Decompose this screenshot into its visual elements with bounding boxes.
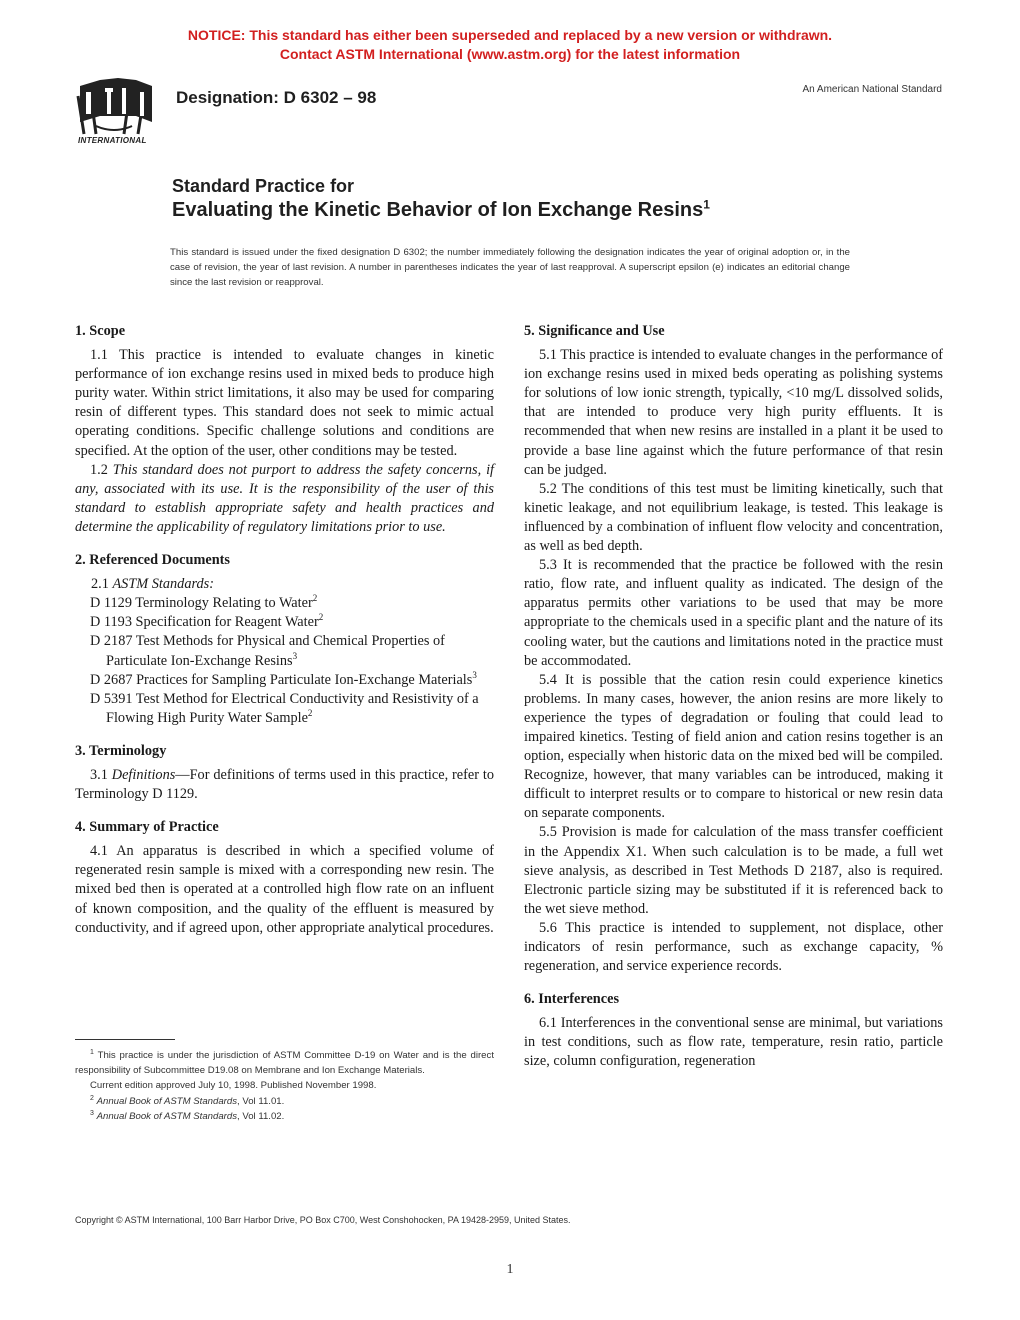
footnote-mark: 1 [90,1048,94,1056]
footnote-divider [75,1039,175,1040]
ref-text: D 2187 Test Methods for Physical and Chemical Properties of Particulate Ion-Exchange Resins [90,633,445,669]
copyright: Copyright © ASTM International, 100 Barr Harbor Drive, PO Box C700, West Conshohocken, PA 19428-2959, United States. [75,1215,571,1225]
paragraph-number: 1.2 [90,461,108,478]
section-heading: 2. Referenced Documents [75,552,230,569]
ref-d1129 [75,594,494,613]
section-scope [75,322,494,537]
title-line-1: Standard Practice for [172,176,355,196]
ref-text: D 5391 Test Method for Electrical Conductivity and Resistivity of a Flowing High Purity Water Sample [90,690,479,726]
title-main: Evaluating the Kinetic Behavior of Ion Exchange Resins [172,199,704,221]
astm-standards-text: ASTM Standards: [112,576,214,593]
paragraph-1-1: 1.1 This practice is intended to evaluate changes in kinetic performance of ion exchange resins used in mixed beds to produce high purity water. Within strict limitations, it also may be used for comparing resin of different types. This standard does not seek to mimic actual operating conditions. Specific challenge solutions and conditions are specified. At the option of the user, other conditions may be tested. [75,347,494,459]
footnote-3 [75,1109,494,1124]
footnote-1 [75,1048,494,1078]
paragraph-4-1: 4.1 An apparatus is described in which a specified volume of regenerated resin sample is mixed with a corresponding new resin. The mixed bed then is operated at a controlled high flow rate on an influent of known composition, and the quality of the effluent is measured by conductivity, and if agreed upon, other appropriate analytical procedures. [75,843,494,936]
section-heading: 6. Interferences [524,991,620,1008]
ref-text: D 1193 Specification for Reagent Water [90,614,319,631]
footnote-text: This practice is under the jurisdiction of ASTM Committee D-19 on Water and is the direct responsibility of Subcommittee D19.08 on Membrane and Ion Exchange Materials. [75,1050,494,1077]
section-heading: 4. Summary of Practice [75,819,219,836]
title-footnote-mark: 1 [703,197,710,212]
paragraph-number: 2.1 [91,576,109,593]
paragraph-5-5: 5.5 Provision is made for calculation of the mass transfer coefficient in the Appendix X1. When such calculation is to be made, a full wet sieve analysis, as described in Test Methods D 2187, also is required. Electronic particle sizing may be substituted if it is referenced back to the wet sieve method. [524,824,943,917]
title-line-2 [172,197,710,223]
left-column [75,322,494,952]
section-heading: 5. Significance and Use [524,323,665,339]
footnotes [75,1048,494,1124]
designation: Designation: D 6302 – 98 [176,88,377,107]
paragraph-number: 3.1 [90,766,108,783]
ref-d2687 [75,671,494,690]
section-heading: 3. Terminology [75,742,167,759]
paragraph-3-1 [75,766,494,804]
term-definitions: Definitions [111,766,176,783]
ref-sup: 2 [318,612,324,623]
safety-caveat: This standard does not purport to address the safety concerns, if any, associated with its use. It is the responsibility of the user of this standard to establish appropriate safety and health practices and determine the applicability of regulatory limitations prior to use. [75,461,495,535]
ref-text: D 1129 Terminology Relating to Water [90,595,313,612]
footnote-1-approval: Current edition approved July 10, 1998. Published November 1998. [90,1080,377,1092]
footnote-book-title: Annual Book of ASTM Standards [96,1095,238,1107]
section-interferences [524,990,943,1071]
footnote-mark: 2 [90,1094,94,1102]
ref-d2187 [75,632,494,670]
paragraph-5-1: 5.1 This practice is intended to evaluate changes in the performance of ion exchange resins used in mixed beds operating as polishing systems for solutions of low ionic strength, typically, <10 mg/L dissolved solids, that are intended to produce very high purity effluents. It is recommended that when new resins are installed in a plant it be used to provide a base line against which the future performance of that resin can be judged. [524,347,943,478]
ref-d1193 [75,613,494,632]
document-title [172,175,710,223]
paragraph-5-6: 5.6 This practice is intended to supplement, not displace, other indicators of resin performance, such as exchange capacity, % regeneration, and service experience records. [524,919,943,975]
footnote-volume: , Vol 11.02. [237,1110,285,1122]
ref-sup: 3 [292,650,298,661]
ref-text: D 2687 Practices for Sampling Particulate Ion-Exchange Materials [90,671,473,688]
notice-line-2: Contact ASTM International (www.astm.org) for the latest information [279,46,741,62]
ref-sup: 2 [312,593,318,604]
ref-sup: 3 [472,669,477,680]
terminology-text: —For definitions of terms used in this practice, refer to Terminology D 1129. [75,766,494,803]
notice-line-1: NOTICE: This standard has either been superseded and replaced by a new version or withdrawn. [187,27,833,43]
section-summary [75,818,494,938]
paragraph-5-2: 5.2 The conditions of this test must be limiting kinetically, such that kinetic leakage, and not equilibrium leakage, is tested. This leakage is influenced by a combination of influent flow velocity and concentration, as well as bed depth. [524,480,943,555]
ref-sup: 2 [307,708,313,719]
logo-label: INTERNATIONAL [78,136,147,145]
footnote-book-title: Annual Book of ASTM Standards [96,1110,238,1122]
footnote-2 [75,1094,494,1109]
section-significance [524,322,943,976]
footnote-mark: 3 [90,1109,94,1117]
paragraph-5-4: 5.4 It is possible that the cation resin could experience kinetics problems. In many cases, however, the anion resins are more likely to experience the types of degradation or fouling that could lead to impaired kinetics. Testing of field anion and cation resins together is an option, especially when historic data on the mixed bed will be compiled. Recognize, however, that many variables can be introduced, making it difficult to interpret results or to compare to historical or new resin data on separate components. [524,671,943,822]
section-referenced-documents [75,551,494,728]
section-terminology [75,742,494,804]
withdrawal-notice [0,26,1020,64]
astm-standards-label [75,575,494,594]
right-column [524,322,943,1086]
section-heading: 1. Scope [75,323,126,339]
paragraph-6-1: 6.1 Interferences in the conventional sense are minimal, but variations in test conditions, such as flow rate, temperature, resin ratio, particle size, column configuration, regeneration [524,1015,943,1070]
paragraph-5-3: 5.3 It is recommended that the practice be followed with the resin ratio, flow rate, and influent quality as indicated. The design of the apparatus permits other variations to be used that may be more appropriate to the chemicals used in a specific plant and the nature of its cooling water, but the cautions and limitations noted in the practice must be accommodated. [524,557,943,669]
american-national-standard: An American National Standard [802,84,942,95]
footnote-volume: , Vol 11.01. [237,1095,285,1107]
preamble: This standard is issued under the fixed designation D 6302; the number immediately following the designation indicates the year of original adoption or, in the case of revision, the year of last revision. A number in parentheses indicates the year of last reapproval. A superscript epsilon (e) indicates an editorial change since the last revision or reapproval. [170,247,850,288]
page-number: 1 [506,1262,514,1277]
ref-d5391 [75,690,494,728]
paragraph-1-2 [75,461,494,537]
